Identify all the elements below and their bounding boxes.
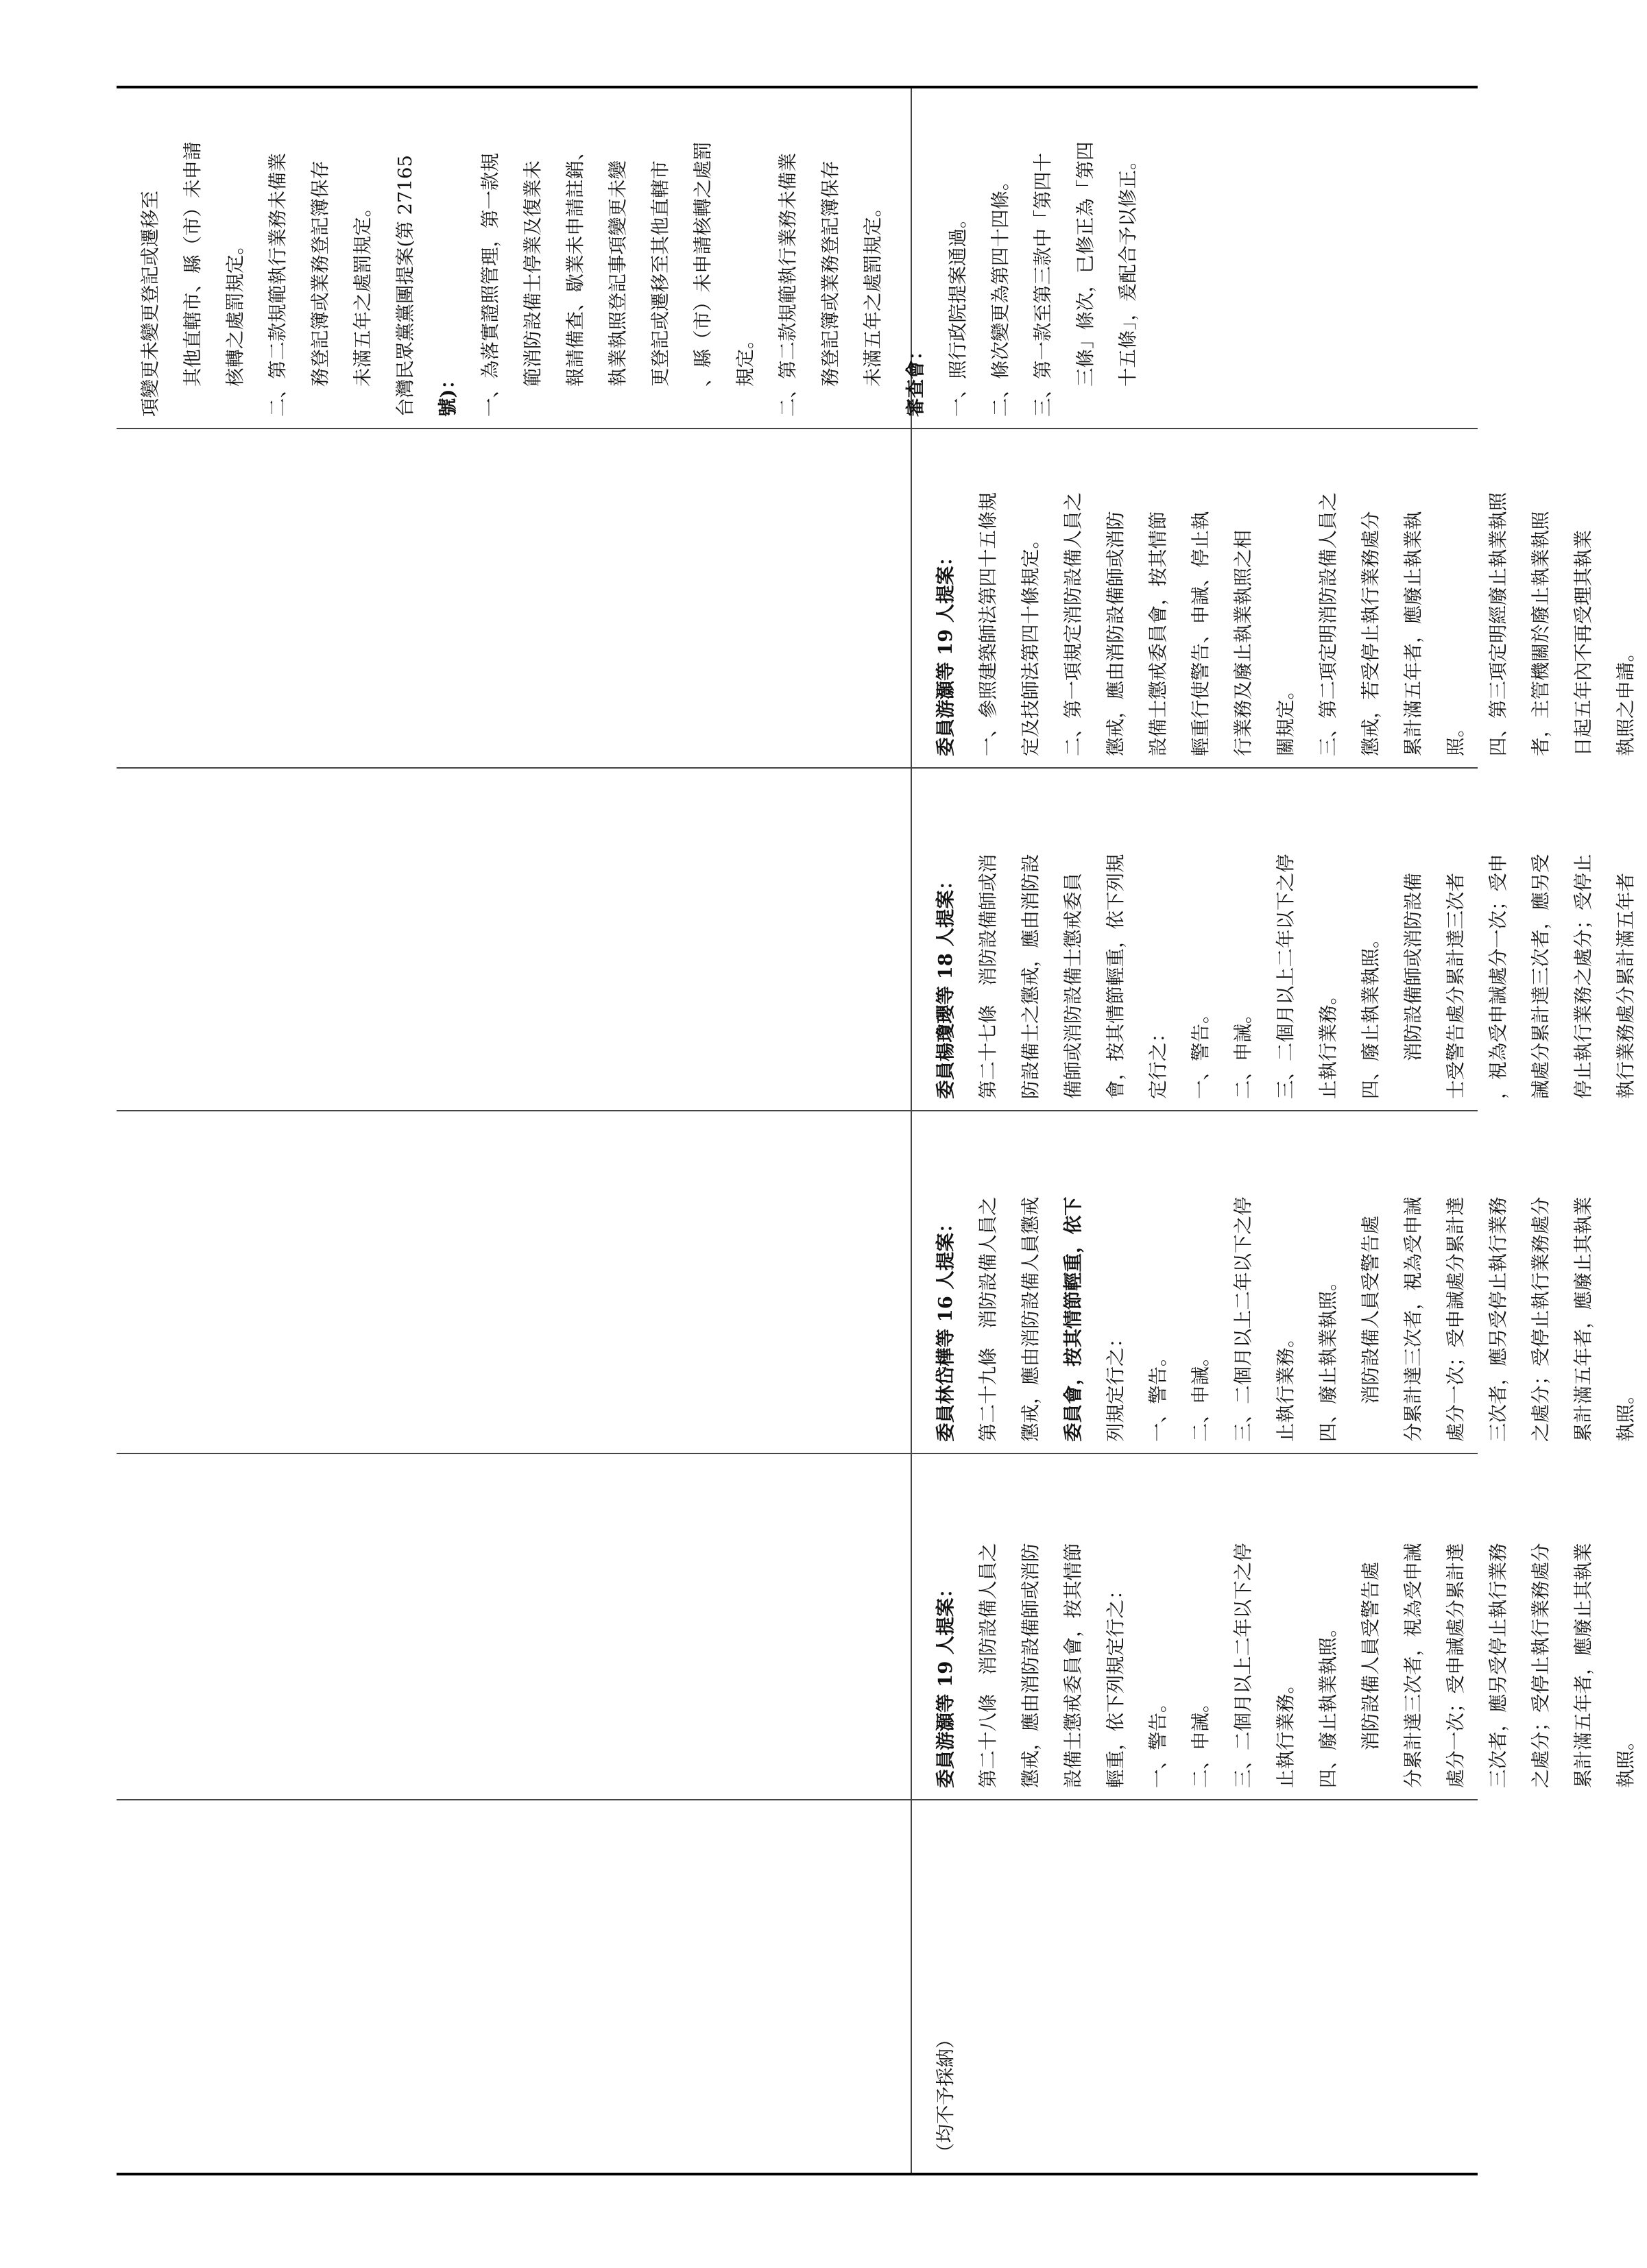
text-line: 三、第一款至第三款中「第四十 [1032, 153, 1054, 417]
text-line: 止執行業務。 [1275, 1329, 1297, 1442]
cell-r1-c3 [117, 1110, 912, 1453]
text-line: 列規定行之： [1105, 1329, 1127, 1442]
text-line: 輕重，依下列規定行之： [1105, 1580, 1127, 1788]
text-line: 號)： [437, 370, 459, 417]
text-line: 三條」條次，已修正為「第四 [1074, 141, 1096, 387]
text-line: 規定。 [734, 330, 756, 387]
text-line: 委員游灝等 19 人提案： [935, 1579, 957, 1788]
text-line: 三次者，應另受停止執行業務 [1487, 1543, 1509, 1788]
text-line: ，視為受申誡處分一次；受申 [1487, 854, 1509, 1099]
text-line: 四、第三項定明經廢止執業執照 [1487, 492, 1509, 756]
text-line: 處分一次；受申誡處分累計達 [1445, 1543, 1467, 1788]
text-line: 處分一次；受申誡處分累計達 [1445, 1196, 1467, 1442]
text-line: 項變更未變更登記或遷移至 [139, 191, 161, 417]
text-line: 第二十七條 消防設備師或消 [977, 854, 999, 1099]
text-line: 輕重行使警告、申誡、停止執 [1190, 511, 1212, 756]
text-line: 分累計達三次者，視為受申誡 [1402, 1196, 1424, 1442]
text-line: 停止執行業務之處分；受停止 [1572, 854, 1594, 1099]
comparison-table [117, 86, 1637, 2175]
text-line: 防設備士之懲戒，應由消防設 [1020, 854, 1042, 1099]
cell-r1-c2 [117, 1453, 912, 1799]
text-line: 止執行業務。 [1317, 986, 1339, 1099]
text-line: 十五條」，爰配合予以修正。 [1117, 151, 1139, 387]
text-line: 委員楊瓊瓔等 18 人提案： [935, 871, 957, 1099]
cell-r1-c1 [117, 1799, 912, 2173]
text-line: 執業執照登記事項變更未變 [607, 160, 629, 387]
text-line: 一、警告。 [1147, 1693, 1169, 1788]
text-line: 一、警告。 [1147, 1347, 1169, 1442]
text-line: 累計滿五年者，應廢止執業執 [1402, 511, 1424, 756]
text-line: 二、第二款規範執行業務未備業 [777, 153, 799, 417]
cell-r2-c1 [912, 1799, 1478, 2173]
text-line: 台灣民眾黨黨團提案(第 27165 [394, 155, 416, 417]
cell-r1-c5 [117, 428, 912, 767]
text-line: 、縣（市）未申請核轉之處罰 [692, 141, 714, 387]
text-line: 累計滿五年者，應廢止其執業 [1572, 1543, 1594, 1788]
text-line: 之處分；受停止執行業務處分 [1530, 1543, 1552, 1788]
text-line: 者，主管機關於廢止執業執照 [1530, 511, 1552, 756]
text-line: 核轉之處罰規定。 [224, 236, 246, 387]
text-line: 關規定。 [1275, 681, 1297, 756]
text-line: 其他直轄市、縣（市）未申請 [182, 141, 204, 387]
text-line: 委員游灝等 19 人提案： [935, 547, 957, 756]
cell-r2-c4 [912, 767, 1637, 1110]
text-line: 二、申誡。 [1190, 1347, 1212, 1442]
cell-r2-c5 [912, 428, 1637, 767]
text-line: 更登記或遷移至其他直轄市 [649, 160, 671, 387]
text-line: 二、第二款規範執行業務未備業 [267, 153, 289, 417]
text-line: 消防設備人員受警告處 [1360, 1216, 1382, 1442]
cell-r2-c3 [912, 1110, 1637, 1453]
text-line: 審查會： [904, 341, 926, 417]
text-line: 消防設備師或消防設備 [1402, 873, 1424, 1099]
text-line: 執照。 [1615, 1731, 1637, 1788]
text-line: 二、申誡。 [1190, 1693, 1212, 1788]
text-line: 報請備查、歇業未申請註銷、 [564, 141, 586, 387]
text-line: 二、第一項規定消防設備人員之 [1062, 492, 1084, 756]
text-line: 會，按其情節輕重，依下列規 [1105, 854, 1127, 1099]
text-line: 消防設備人員受警告處 [1360, 1562, 1382, 1788]
text-line: 一、照行政院提案通過。 [947, 209, 969, 417]
text-line: 一、參照建築師法第四十五條規 [977, 492, 999, 756]
text-line: 止執行業務。 [1275, 1675, 1297, 1788]
text-line: 未滿五年之處罰規定。 [352, 198, 374, 387]
text-line: 執照。 [1615, 1385, 1637, 1442]
text-line: 三次者，應另受停止執行業務 [1487, 1196, 1509, 1442]
text-line: 範消防設備士停業及復業未 [522, 160, 544, 387]
text-line: 設備士懲戒委員會，按其情節 [1147, 511, 1169, 756]
text-line: 執行業務處分累計滿五年者 [1615, 873, 1637, 1099]
text-line: 委員會，按其情節輕重，依下 [1062, 1196, 1084, 1442]
text-line: 委員林岱樺等 16 人提案： [935, 1214, 957, 1442]
text-line: 三、二個月以上二年以下之停 [1275, 854, 1297, 1099]
cell-r2-c6 [912, 88, 1478, 428]
text-line: 三、二個月以上二年以下之停 [1232, 1543, 1254, 1788]
text-line: 士受警告處分累計達三次者 [1445, 873, 1467, 1099]
text-line: 第二十九條 消防設備人員之 [977, 1196, 999, 1442]
text-line: 四、廢止執業執照。 [1317, 1272, 1339, 1442]
text-line: 務登記簿或業務登記簿保存 [309, 160, 331, 387]
text-line: 三、第二項定明消防設備人員之 [1317, 492, 1339, 756]
text-line: 之處分；受停止執行業務處分 [1530, 1196, 1552, 1442]
text-line: 一、警告。 [1190, 1004, 1212, 1099]
cell-r1-c6 [117, 88, 1139, 428]
text-line: 懲戒，應由消防設備人員懲戒 [1020, 1196, 1042, 1442]
text-line: 備師或消防設備士懲戒委員 [1062, 873, 1084, 1099]
cell-r2-c2 [912, 1453, 1637, 1799]
text-line: 照。 [1445, 719, 1467, 756]
text-line: 懲戒，若受停止執行業務處分 [1360, 511, 1382, 756]
text-line: 定行之： [1147, 1024, 1169, 1099]
text-line: 定及技師法第四十條規定。 [1020, 530, 1042, 756]
text-line: 執照之申請。 [1615, 643, 1637, 756]
text-line: 懲戒，應由消防設備師或消防 [1105, 511, 1127, 756]
text-line: 二、申誡。 [1232, 1004, 1254, 1099]
text-line: 未滿五年之處罰規定。 [862, 198, 884, 387]
text-line: 日起五年內不再受理其執業 [1572, 530, 1594, 756]
text-line: 二、條次變更為第四十四條。 [989, 171, 1011, 417]
cell-r1-c4 [117, 767, 912, 1110]
text-line: 分累計達三次者，視為受申誡 [1402, 1543, 1424, 1788]
text-line: 務登記簿或業務登記簿保存 [819, 160, 841, 387]
text-line: 三、二個月以上二年以下之停 [1232, 1196, 1254, 1442]
text-line: 行業務及廢止執業執照之相 [1232, 530, 1254, 756]
text-line: 懲戒，應由消防設備師或消防 [1020, 1543, 1042, 1788]
text-line: 一、為落實證照管理，第一款規 [479, 153, 501, 417]
text-line: 誡處分累計達三次者，應另受 [1530, 854, 1552, 1099]
text-line: 四、廢止執業執照。 [1317, 1618, 1339, 1788]
text-line: 第二十八條 消防設備人員之 [977, 1543, 999, 1788]
text-line: 設備士懲戒委員會，按其情節 [1062, 1543, 1084, 1788]
adoption-note: （均不予採納） [935, 2029, 957, 2162]
text-line: 四、廢止執業執照。 [1360, 929, 1382, 1099]
text-line: 累計滿五年者，應廢止其執業 [1572, 1196, 1594, 1442]
